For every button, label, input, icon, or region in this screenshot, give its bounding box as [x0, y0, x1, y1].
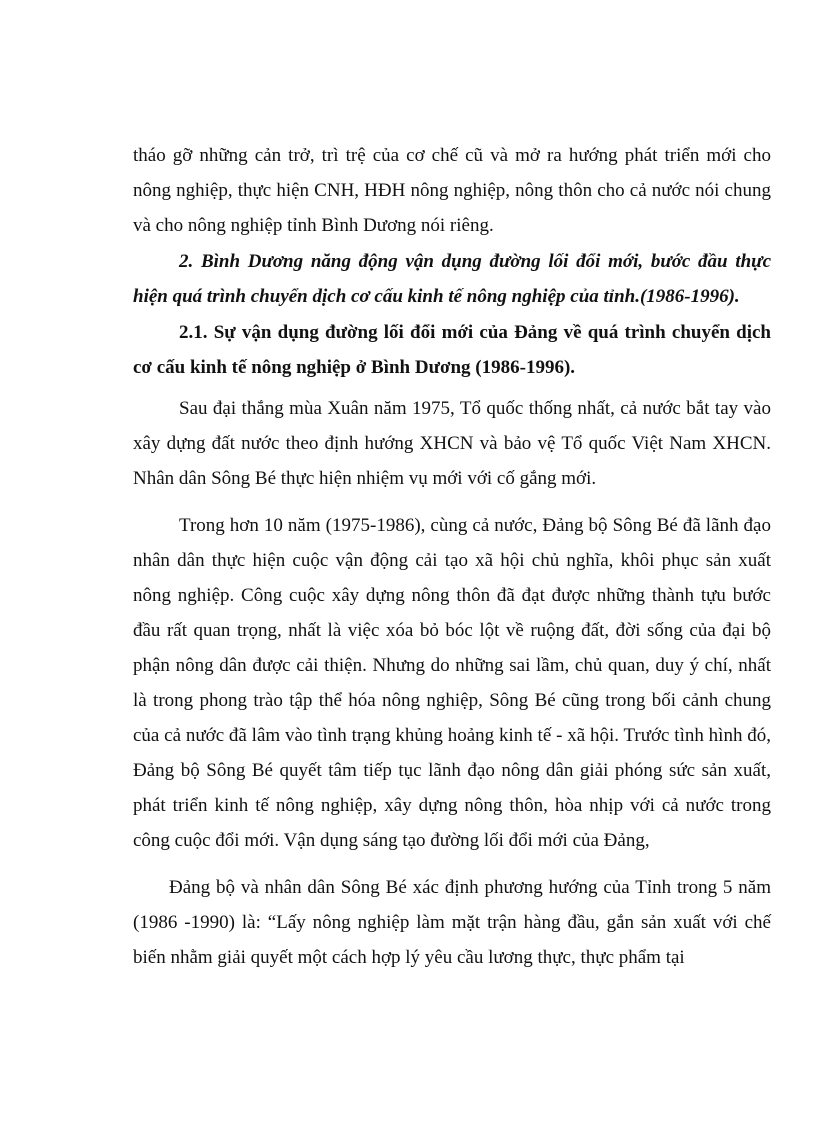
paragraph-direction-1986-1990: Đảng bộ và nhân dân Sông Bé xác định phương hướng của Tỉnh trong 5 năm (1986 -1990) là: “Lấy nông nghiệp làm mặt trận hàng đầu, gắn sản xuất với chế biến nhằm giải quyết một cách hợp lý yêu cầu lương thực, thực phẩm tại: [133, 877, 771, 968]
paragraph-1975-1986: Trong hơn 10 năm (1975-1986), cùng cả nước, Đảng bộ Sông Bé đã lãnh đạo nhân dân thực hiện cuộc vận động cải tạo xã hội chủ nghĩa, khôi phục sản xuất nông nghiệp. Công cuộc xây dựng nông thôn đã đạt được những thành tựu bước đầu rất quan trọng, nhất là việc xóa bỏ bóc lột về ruộng đất, đời sống của đại bộ phận nông dân được cải thiện. Nhưng do những sai lầm, chủ quan, duy ý chí, nhất là trong phong trào tập thể hóa nông nghiệp, Sông Bé cũng trong bối cảnh chung của cả nước đã lâm vào tình trạng khủng hoảng kinh tế - xã hội. Trước tình hình đó, Đảng bộ Sông Bé quyết tâm tiếp tục lãnh đạo nông dân giải phóng sức sản xuất, phát triển kinh tế nông nghiệp, xây dựng nông thôn, hòa nhịp với cả nước trong công cuộc đổi mới. Vận dụng sáng tạo đường lối đổi mới của Đảng,: [133, 515, 771, 851]
section-heading-2: 2. Bình Dương năng động vận dụng đường lối đổi mới, bước đầu thực hiện quá trình chuyển dịch cơ cấu kinh tế nông nghiệp của tỉnh.(1986-1996).: [133, 251, 771, 307]
paragraph-after-1975: Sau đại thắng mùa Xuân năm 1975, Tổ quốc thống nhất, cả nước bắt tay vào xây dựng đất nước theo định hướng XHCN và bảo vệ Tổ quốc Việt Nam XHCN. Nhân dân Sông Bé thực hiện nhiệm vụ mới với cố gắng mới.: [133, 398, 771, 489]
paragraph-continuation: tháo gỡ những cản trở, trì trệ của cơ chế cũ và mở ra hướng phát triển mới cho nông nghiệp, thực hiện CNH, HĐH nông nghiệp, nông thôn cho cả nước nói chung và cho nông nghiệp tỉnh Bình Dương nói riêng.: [133, 145, 771, 236]
subsection-heading-2-1: 2.1. Sự vận dụng đường lối đổi mới của Đảng về quá trình chuyển dịch cơ cấu kinh tế nông nghiệp ở Bình Dương (1986-1996).: [133, 322, 771, 378]
document-body: [133, 138, 771, 975]
